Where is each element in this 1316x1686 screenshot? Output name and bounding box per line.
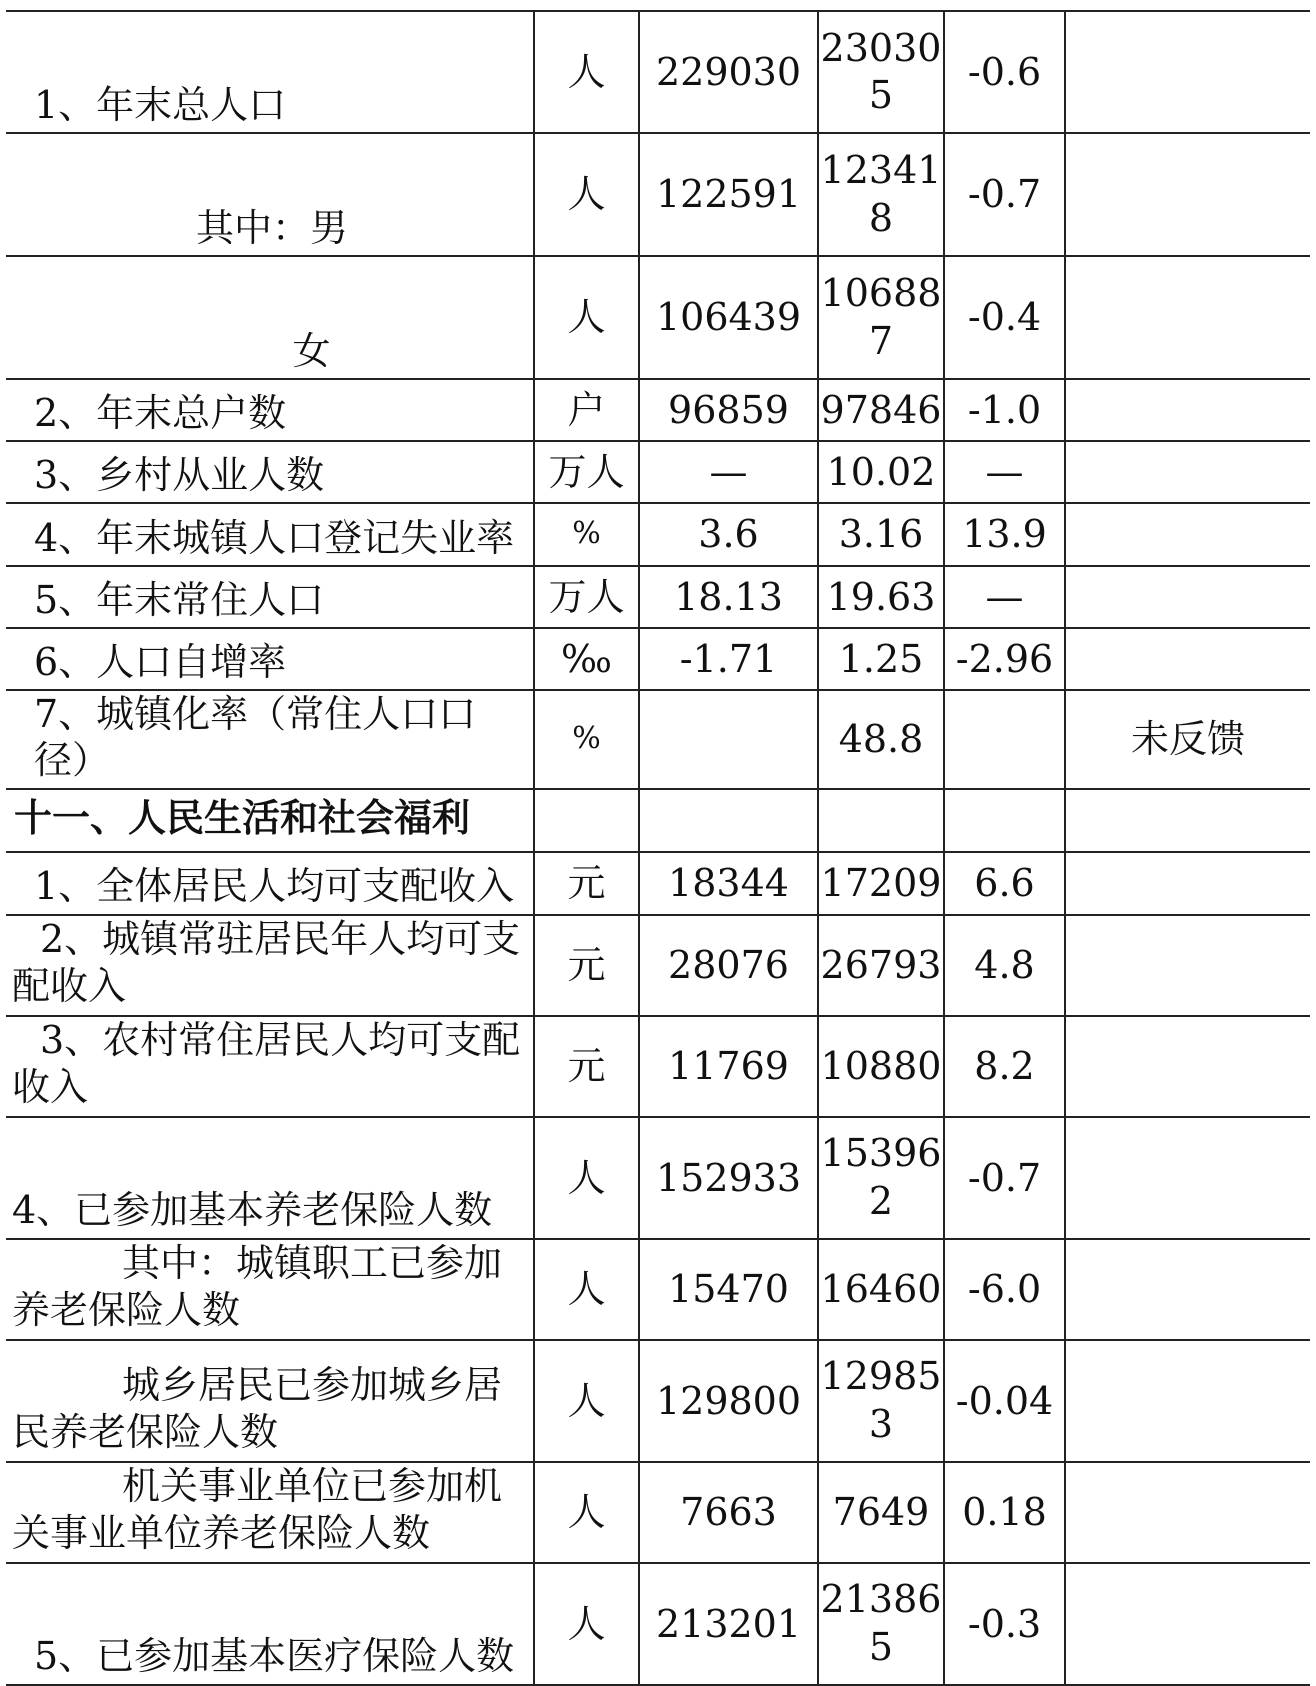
unit-cell [534,789,639,852]
current-value-cell: 18344 [639,852,818,915]
note-cell [1065,441,1310,503]
previous-value-cell: 123418 [818,133,944,256]
current-value-cell [639,690,818,789]
previous-value-cell: 3.16 [818,503,944,566]
previous-value-cell: 106887 [818,256,944,379]
row-label: 2、年末总户数 [6,379,534,441]
note-cell [1065,256,1310,379]
table-row [6,1016,1310,1117]
previous-value-cell: 129853 [818,1340,944,1462]
change-rate-cell: -2.96 [944,628,1065,690]
current-value-cell: 106439 [639,256,818,379]
row-label: 3、乡村从业人数 [6,441,534,503]
table-row [6,915,1310,1016]
table-row [6,441,1310,503]
current-value-cell: 129800 [639,1340,818,1462]
note-cell: 未反馈 [1065,690,1310,789]
previous-value-cell [818,789,944,852]
previous-value-cell: 1.25 [818,628,944,690]
current-value-cell: 213201 [639,1563,818,1685]
current-value-cell: 11769 [639,1016,818,1117]
row-label: 7、城镇化率（常住人口口径） [6,690,534,789]
current-value-cell: — [639,441,818,503]
row-label: 其中：男 [6,133,534,256]
previous-value-cell: 7649 [818,1462,944,1563]
current-value-cell: 152933 [639,1117,818,1239]
unit-cell: 人 [534,1117,639,1239]
previous-value-cell: 10.02 [818,441,944,503]
previous-value-cell: 230305 [818,11,944,133]
current-value-cell: 15470 [639,1239,818,1340]
change-rate-cell: -0.3 [944,1563,1065,1685]
change-rate-cell: -1.0 [944,379,1065,441]
unit-cell: 户 [534,379,639,441]
unit-cell: 人 [534,1563,639,1685]
current-value-cell: 96859 [639,379,818,441]
note-cell [1065,133,1310,256]
row-label: 6、人口自增率 [6,628,534,690]
row-label: 5、已参加基本医疗保险人数 [6,1563,534,1685]
current-value-cell: -1.71 [639,628,818,690]
table-row [6,628,1310,690]
table-row [6,1340,1310,1462]
table-row [6,133,1310,256]
row-label: 4、年末城镇人口登记失业率 [6,503,534,566]
current-value-cell: 122591 [639,133,818,256]
note-cell [1065,1016,1310,1117]
previous-value-cell: 48.8 [818,690,944,789]
change-rate-cell: 6.6 [944,852,1065,915]
row-label: 女 [6,256,534,379]
unit-cell: 元 [534,852,639,915]
note-cell [1065,628,1310,690]
table-row [6,852,1310,915]
change-rate-cell: -0.04 [944,1340,1065,1462]
row-label: 3、农村常住居民人均可支配收入 [6,1016,534,1117]
unit-cell: % [534,503,639,566]
unit-cell: % [534,690,639,789]
table-row [6,503,1310,566]
table-row [6,566,1310,628]
note-cell [1065,1239,1310,1340]
row-label: 1、全体居民人均可支配收入 [6,852,534,915]
change-rate-cell: -0.7 [944,1117,1065,1239]
row-label: 2、城镇常驻居民年人均可支配收入 [6,915,534,1016]
table-row [6,1239,1310,1340]
change-rate-cell: — [944,441,1065,503]
previous-value-cell: 19.63 [818,566,944,628]
row-label: 1、年末总人口 [6,11,534,133]
change-rate-cell: -0.6 [944,11,1065,133]
table-row [6,1563,1310,1685]
section-title: 十一、人民生活和社会福利 [6,789,534,852]
current-value-cell: 3.6 [639,503,818,566]
note-cell [1065,1563,1310,1685]
table-row [6,11,1310,133]
change-rate-cell [944,690,1065,789]
table-row [6,1462,1310,1563]
table-row [6,690,1310,789]
previous-value-cell: 97846 [818,379,944,441]
previous-value-cell: 153962 [818,1117,944,1239]
unit-cell: 人 [534,133,639,256]
previous-value-cell: 17209 [818,852,944,915]
note-cell [1065,566,1310,628]
unit-cell: 元 [534,1016,639,1117]
unit-cell: 人 [534,1340,639,1462]
change-rate-cell: 8.2 [944,1016,1065,1117]
unit-cell: 万人 [534,566,639,628]
note-cell [1065,503,1310,566]
change-rate-cell: -0.7 [944,133,1065,256]
previous-value-cell: 213865 [818,1563,944,1685]
unit-cell: 万人 [534,441,639,503]
row-label: 机关事业单位已参加机关事业单位养老保险人数 [6,1462,534,1563]
current-value-cell [639,789,818,852]
current-value-cell: 18.13 [639,566,818,628]
table-row [6,256,1310,379]
current-value-cell: 229030 [639,11,818,133]
previous-value-cell: 10880 [818,1016,944,1117]
note-cell [1065,915,1310,1016]
change-rate-cell [944,789,1065,852]
table-row [6,379,1310,441]
row-label: 其中：城镇职工已参加养老保险人数 [6,1239,534,1340]
table-row [6,1117,1310,1239]
unit-cell: 人 [534,256,639,379]
note-cell [1065,1462,1310,1563]
previous-value-cell: 26793 [818,915,944,1016]
section-header-row [6,789,1310,852]
change-rate-cell: — [944,566,1065,628]
change-rate-cell: 13.9 [944,503,1065,566]
note-cell [1065,379,1310,441]
row-label: 5、年末常住人口 [6,566,534,628]
row-label: 4、已参加基本养老保险人数 [6,1117,534,1239]
note-cell [1065,789,1310,852]
unit-cell: 人 [534,1239,639,1340]
change-rate-cell: -6.0 [944,1239,1065,1340]
change-rate-cell: -0.4 [944,256,1065,379]
current-value-cell: 7663 [639,1462,818,1563]
row-label: 城乡居民已参加城乡居民养老保险人数 [6,1340,534,1462]
previous-value-cell: 16460 [818,1239,944,1340]
change-rate-cell: 4.8 [944,915,1065,1016]
current-value-cell: 28076 [639,915,818,1016]
unit-cell: 人 [534,1462,639,1563]
note-cell [1065,1340,1310,1462]
unit-cell: 人 [534,11,639,133]
note-cell [1065,11,1310,133]
unit-cell: ‰ [534,628,639,690]
note-cell [1065,852,1310,915]
unit-cell: 元 [534,915,639,1016]
note-cell [1065,1117,1310,1239]
change-rate-cell: 0.18 [944,1462,1065,1563]
statistics-table [6,10,1310,1686]
